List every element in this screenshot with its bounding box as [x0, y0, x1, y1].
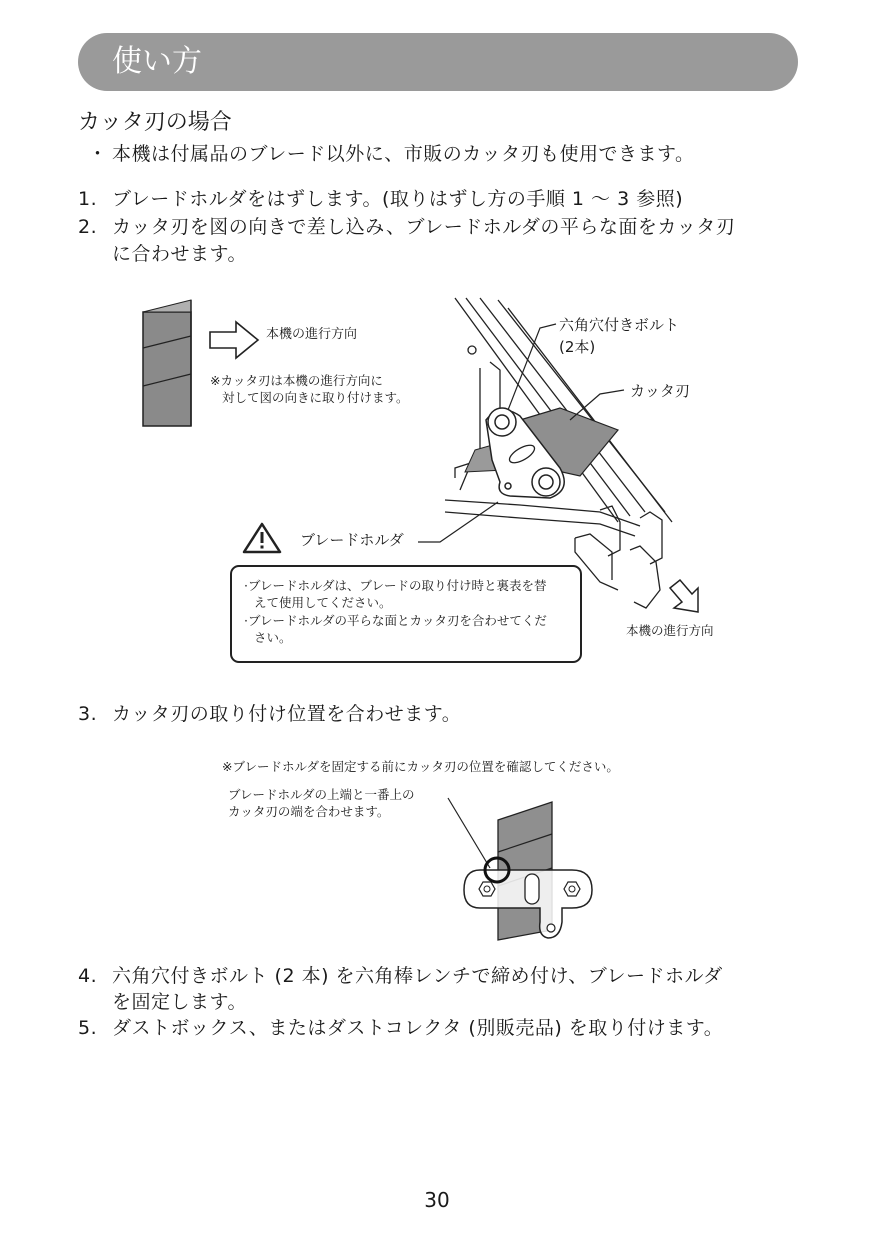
step-4-text-cont: を固定します。: [112, 991, 247, 1013]
step-1-text: ブレードホルダをはずします。(取りはずし方の手順 1 ～ 3 参照): [112, 188, 684, 210]
figure-2-label-line-2: カッタ刃の端を合わせます。: [228, 804, 390, 819]
step-5-number: 5.: [78, 1017, 98, 1039]
bullet-mark: ・: [88, 143, 108, 165]
pointer-line: [448, 798, 490, 868]
page-number: 30: [424, 1188, 450, 1212]
direction-label-bottom: 本機の進行方向: [626, 623, 714, 638]
section-title: カッタ刃の場合: [78, 110, 232, 135]
direction-arrow-bottom-icon: [670, 580, 698, 612]
cutter-label: カッタ刃: [630, 382, 690, 400]
bolt-count-label: (2本): [559, 338, 596, 356]
bullet-text: 本機は付属品のブレード以外に、市販のカッタ刃も使用できます。: [112, 143, 695, 165]
step-4-number: 4.: [78, 965, 98, 987]
figure-2-label-line-1: ブレードホルダの上端と一番上の: [228, 787, 415, 802]
hex-bolt-icon: [564, 882, 580, 896]
figure-2-drawing: [0, 790, 874, 950]
caution-line-1: ·ブレードホルダは、ブレードの取り付け時と裏表を替: [244, 578, 547, 593]
bolt-label: 六角穴付きボルト: [559, 316, 680, 334]
direction-arrow-icon: [210, 322, 258, 358]
holder-label: ブレードホルダ: [300, 531, 404, 549]
page-title: 使い方: [112, 44, 202, 79]
figure-2-note: ※ブレードホルダを固定する前にカッタ刃の位置を確認してください。: [222, 759, 619, 774]
step-3-number: 3.: [78, 703, 98, 725]
step-4-text: 六角穴付きボルト (2 本) を六角棒レンチで締め付け、ブレードホルダ: [112, 965, 723, 987]
caution-line-2: えて使用してください。: [254, 595, 392, 610]
step-3-text: カッタ刃の取り付け位置を合わせます。: [112, 703, 462, 725]
step-2-text: カッタ刃を図の向きで差し込み、ブレードホルダの平らな面をカッタ刃: [112, 216, 736, 238]
note-line-2: 対して図の向きに取り付けます。: [222, 390, 409, 405]
direction-label: 本機の進行方向: [266, 327, 358, 342]
step-2-number: 2.: [78, 216, 98, 238]
caution-line-3: ·ブレードホルダの平らな面とカッタ刃を合わせてくだ: [244, 613, 547, 628]
figure-1-drawing: [0, 290, 874, 710]
holder-leader-line: [418, 502, 498, 542]
caution-line-4: さい。: [254, 630, 292, 645]
hex-bolt-icon: [479, 882, 495, 896]
blade-sample-icon: [143, 300, 191, 426]
warning-icon: [244, 524, 280, 552]
step-1-number: 1.: [78, 188, 98, 210]
bolt-leader-line: [508, 324, 556, 410]
step-5-text: ダストボックス、またはダストコレクタ (別販売品) を取り付けます。: [112, 1017, 724, 1039]
note-line-1: ※カッタ刃は本機の進行方向に: [210, 373, 383, 388]
step-2-text-cont: に合わせます。: [112, 243, 247, 265]
